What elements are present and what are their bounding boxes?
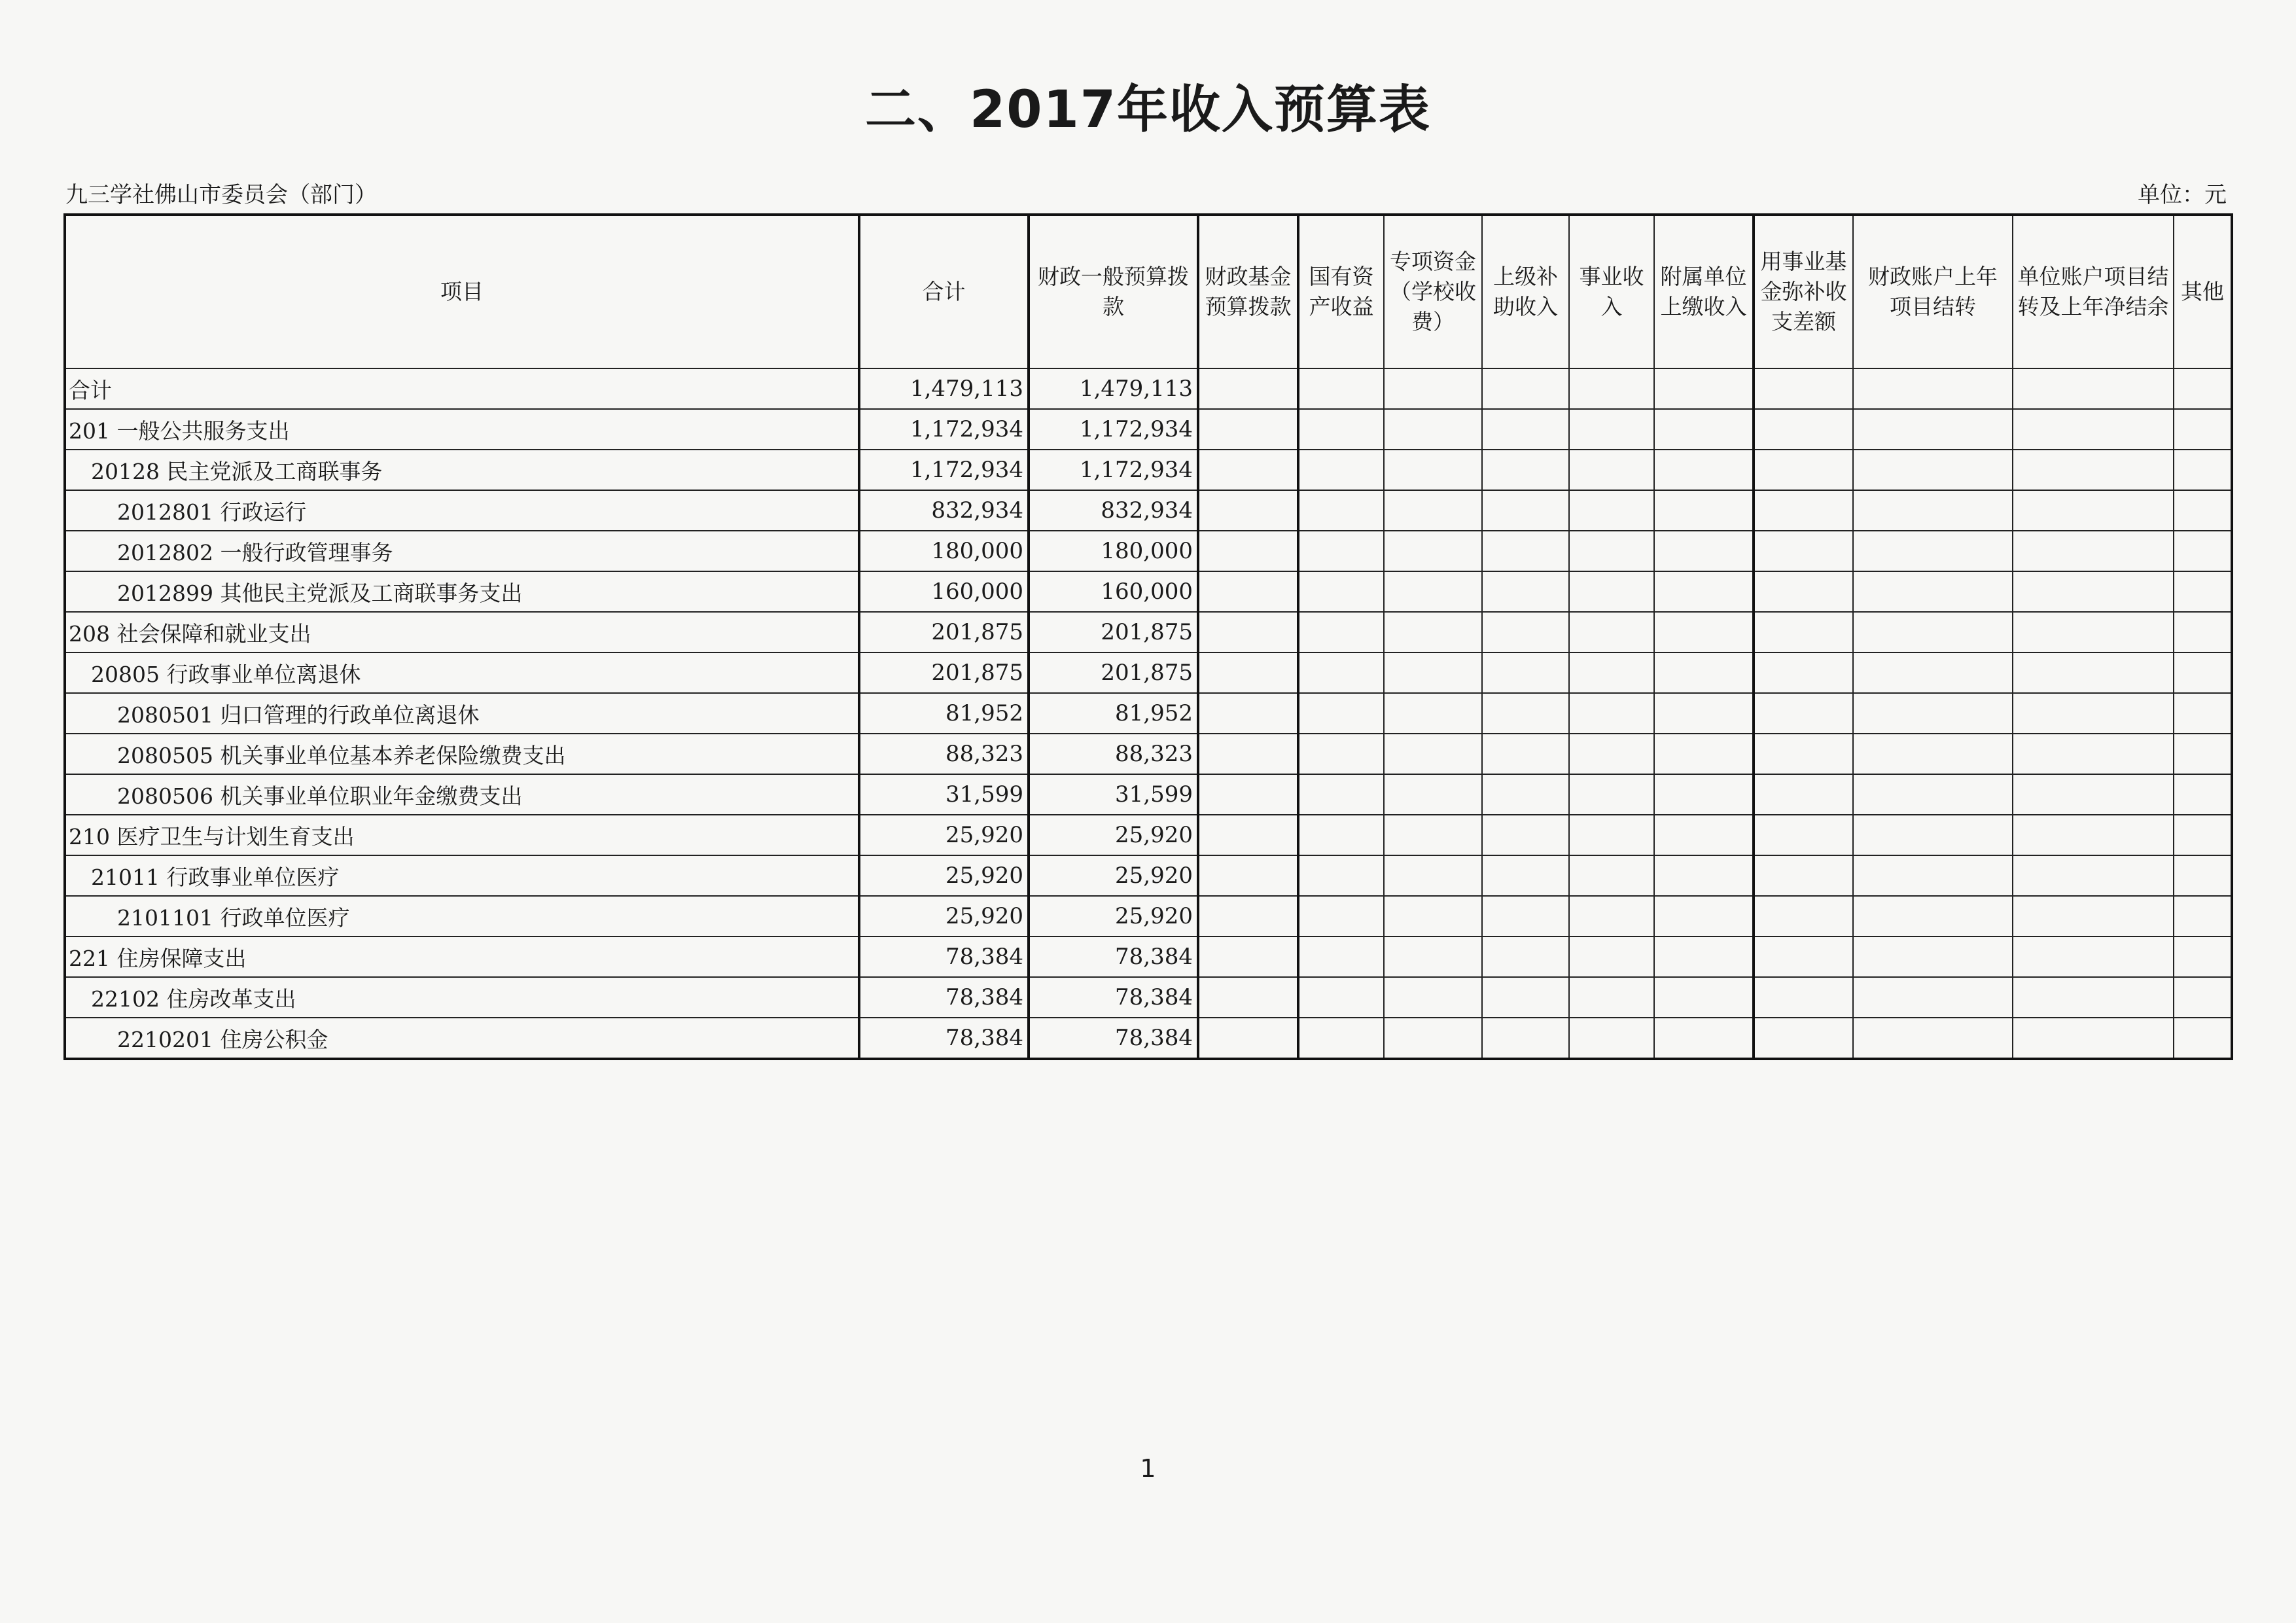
unit-carryover-cell	[2013, 936, 2174, 977]
fiscal-carryover-cell	[1853, 450, 2013, 490]
superior-subsidy-cell	[1482, 531, 1569, 571]
fund-budget-cell	[1198, 409, 1298, 450]
other-cell	[2174, 815, 2232, 855]
other-cell	[2174, 977, 2232, 1018]
superior-subsidy-cell	[1482, 1018, 1569, 1059]
table-body	[65, 368, 2232, 1059]
fiscal-carryover-cell	[1853, 936, 2013, 977]
total-cell: 78,384	[859, 977, 1029, 1018]
general-budget-cell: 81,952	[1029, 693, 1198, 734]
fiscal-carryover-cell	[1853, 612, 2013, 652]
table-header-row	[65, 215, 2232, 368]
header-unit-carryover: 单位账户项目结转及上年净结余	[2013, 215, 2174, 368]
affiliate-payment-cell	[1654, 612, 1754, 652]
item-cell: 2210201 住房公积金	[65, 1018, 859, 1059]
fund-offset-cell	[1754, 855, 1853, 896]
superior-subsidy-cell	[1482, 734, 1569, 774]
total-cell: 81,952	[859, 693, 1029, 734]
affiliate-payment-cell	[1654, 531, 1754, 571]
unit-label: 单位：元	[2138, 182, 2227, 208]
fund-budget-cell	[1198, 774, 1298, 815]
table-row	[65, 774, 2232, 815]
page-title: 二、2017年收入预算表	[864, 80, 1432, 139]
other-cell	[2174, 490, 2232, 531]
special-funds-cell	[1384, 977, 1482, 1018]
fiscal-carryover-cell	[1853, 977, 2013, 1018]
table-row	[65, 368, 2232, 409]
business-income-cell	[1569, 815, 1654, 855]
fund-offset-cell	[1754, 936, 1853, 977]
special-funds-cell	[1384, 571, 1482, 612]
affiliate-payment-cell	[1654, 896, 1754, 936]
business-income-cell	[1569, 734, 1654, 774]
fund-budget-cell	[1198, 571, 1298, 612]
total-cell: 180,000	[859, 531, 1029, 571]
other-cell	[2174, 896, 2232, 936]
special-funds-cell	[1384, 368, 1482, 409]
budget-table	[63, 213, 2233, 1060]
unit-carryover-cell	[2013, 652, 2174, 693]
table-row	[65, 896, 2232, 936]
business-income-cell	[1569, 1018, 1654, 1059]
fiscal-carryover-cell	[1853, 815, 2013, 855]
header-state-assets: 国有资产收益	[1298, 215, 1384, 368]
fund-budget-cell	[1198, 693, 1298, 734]
table-row	[65, 571, 2232, 612]
state-assets-cell	[1298, 612, 1384, 652]
header-superior-subsidy: 上级补助收入	[1482, 215, 1569, 368]
fund-offset-cell	[1754, 815, 1853, 855]
general-budget-cell: 78,384	[1029, 1018, 1198, 1059]
business-income-cell	[1569, 774, 1654, 815]
unit-carryover-cell	[2013, 409, 2174, 450]
affiliate-payment-cell	[1654, 409, 1754, 450]
fiscal-carryover-cell	[1853, 855, 2013, 896]
fund-offset-cell	[1754, 368, 1853, 409]
affiliate-payment-cell	[1654, 490, 1754, 531]
superior-subsidy-cell	[1482, 896, 1569, 936]
superior-subsidy-cell	[1482, 571, 1569, 612]
general-budget-cell: 201,875	[1029, 652, 1198, 693]
total-cell: 25,920	[859, 896, 1029, 936]
fund-offset-cell	[1754, 409, 1853, 450]
fund-budget-cell	[1198, 815, 1298, 855]
table-row	[65, 490, 2232, 531]
special-funds-cell	[1384, 531, 1482, 571]
special-funds-cell	[1384, 774, 1482, 815]
state-assets-cell	[1298, 571, 1384, 612]
affiliate-payment-cell	[1654, 450, 1754, 490]
special-funds-cell	[1384, 652, 1482, 693]
item-cell: 22102 住房改革支出	[65, 977, 859, 1018]
superior-subsidy-cell	[1482, 450, 1569, 490]
total-cell: 160,000	[859, 571, 1029, 612]
superior-subsidy-cell	[1482, 409, 1569, 450]
business-income-cell	[1569, 368, 1654, 409]
affiliate-payment-cell	[1654, 368, 1754, 409]
fund-offset-cell	[1754, 734, 1853, 774]
special-funds-cell	[1384, 450, 1482, 490]
table-row	[65, 815, 2232, 855]
unit-carryover-cell	[2013, 531, 2174, 571]
item-cell: 2012899 其他民主党派及工商联事务支出	[65, 571, 859, 612]
header-total: 合计	[859, 215, 1029, 368]
superior-subsidy-cell	[1482, 936, 1569, 977]
affiliate-payment-cell	[1654, 936, 1754, 977]
other-cell	[2174, 531, 2232, 571]
fund-offset-cell	[1754, 896, 1853, 936]
table-row	[65, 936, 2232, 977]
unit-carryover-cell	[2013, 490, 2174, 531]
total-cell: 1,172,934	[859, 450, 1029, 490]
fund-budget-cell	[1198, 734, 1298, 774]
general-budget-cell: 78,384	[1029, 977, 1198, 1018]
fund-budget-cell	[1198, 490, 1298, 531]
other-cell	[2174, 1018, 2232, 1059]
other-cell	[2174, 409, 2232, 450]
fiscal-carryover-cell	[1853, 571, 2013, 612]
general-budget-cell: 25,920	[1029, 855, 1198, 896]
unit-carryover-cell	[2013, 815, 2174, 855]
other-cell	[2174, 368, 2232, 409]
fiscal-carryover-cell	[1853, 652, 2013, 693]
business-income-cell	[1569, 936, 1654, 977]
state-assets-cell	[1298, 531, 1384, 571]
item-cell: 208 社会保障和就业支出	[65, 612, 859, 652]
special-funds-cell	[1384, 855, 1482, 896]
total-cell: 25,920	[859, 815, 1029, 855]
general-budget-cell: 1,172,934	[1029, 450, 1198, 490]
state-assets-cell	[1298, 652, 1384, 693]
fiscal-carryover-cell	[1853, 531, 2013, 571]
table-row	[65, 734, 2232, 774]
item-cell: 201 一般公共服务支出	[65, 409, 859, 450]
fund-offset-cell	[1754, 490, 1853, 531]
superior-subsidy-cell	[1482, 368, 1569, 409]
total-cell: 78,384	[859, 936, 1029, 977]
total-cell: 1,172,934	[859, 409, 1029, 450]
fund-offset-cell	[1754, 450, 1853, 490]
business-income-cell	[1569, 571, 1654, 612]
general-budget-cell: 180,000	[1029, 531, 1198, 571]
general-budget-cell: 31,599	[1029, 774, 1198, 815]
state-assets-cell	[1298, 409, 1384, 450]
header-affiliate-payment: 附属单位上缴收入	[1654, 215, 1754, 368]
item-cell: 210 医疗卫生与计划生育支出	[65, 815, 859, 855]
fiscal-carryover-cell	[1853, 490, 2013, 531]
fund-offset-cell	[1754, 693, 1853, 734]
special-funds-cell	[1384, 1018, 1482, 1059]
state-assets-cell	[1298, 450, 1384, 490]
other-cell	[2174, 734, 2232, 774]
item-cell: 合计	[65, 368, 859, 409]
item-cell: 20805 行政事业单位离退休	[65, 652, 859, 693]
business-income-cell	[1569, 490, 1654, 531]
fund-offset-cell	[1754, 652, 1853, 693]
table-row	[65, 409, 2232, 450]
other-cell	[2174, 652, 2232, 693]
special-funds-cell	[1384, 490, 1482, 531]
state-assets-cell	[1298, 855, 1384, 896]
fund-budget-cell	[1198, 652, 1298, 693]
special-funds-cell	[1384, 612, 1482, 652]
general-budget-cell: 832,934	[1029, 490, 1198, 531]
fiscal-carryover-cell	[1853, 896, 2013, 936]
fiscal-carryover-cell	[1853, 409, 2013, 450]
item-cell: 20128 民主党派及工商联事务	[65, 450, 859, 490]
other-cell	[2174, 450, 2232, 490]
header-fund-budget: 财政基金预算拨款	[1198, 215, 1298, 368]
general-budget-cell: 201,875	[1029, 612, 1198, 652]
affiliate-payment-cell	[1654, 977, 1754, 1018]
table-row	[65, 693, 2232, 734]
fund-budget-cell	[1198, 531, 1298, 571]
total-cell: 1,479,113	[859, 368, 1029, 409]
superior-subsidy-cell	[1482, 693, 1569, 734]
fiscal-carryover-cell	[1853, 368, 2013, 409]
other-cell	[2174, 855, 2232, 896]
state-assets-cell	[1298, 774, 1384, 815]
unit-carryover-cell	[2013, 693, 2174, 734]
fund-offset-cell	[1754, 1018, 1853, 1059]
page-number: 1	[1140, 1454, 1156, 1483]
affiliate-payment-cell	[1654, 1018, 1754, 1059]
general-budget-cell: 78,384	[1029, 936, 1198, 977]
business-income-cell	[1569, 855, 1654, 896]
other-cell	[2174, 936, 2232, 977]
superior-subsidy-cell	[1482, 612, 1569, 652]
business-income-cell	[1569, 409, 1654, 450]
fund-offset-cell	[1754, 612, 1853, 652]
unit-carryover-cell	[2013, 571, 2174, 612]
fund-budget-cell	[1198, 612, 1298, 652]
unit-carryover-cell	[2013, 774, 2174, 815]
item-cell: 2080501 归口管理的行政单位离退休	[65, 693, 859, 734]
unit-carryover-cell	[2013, 450, 2174, 490]
item-cell: 2012801 行政运行	[65, 490, 859, 531]
item-cell: 2101101 行政单位医疗	[65, 896, 859, 936]
other-cell	[2174, 693, 2232, 734]
fund-budget-cell	[1198, 450, 1298, 490]
item-cell: 221 住房保障支出	[65, 936, 859, 977]
header-special-funds: 专项资金（学校收费）	[1384, 215, 1482, 368]
header-other: 其他	[2174, 215, 2232, 368]
unit-carryover-cell	[2013, 612, 2174, 652]
state-assets-cell	[1298, 368, 1384, 409]
business-income-cell	[1569, 531, 1654, 571]
header-business-income: 事业收入	[1569, 215, 1654, 368]
item-cell: 2080506 机关事业单位职业年金缴费支出	[65, 774, 859, 815]
total-cell: 201,875	[859, 612, 1029, 652]
fiscal-carryover-cell	[1853, 693, 2013, 734]
header-item: 项目	[65, 215, 859, 368]
affiliate-payment-cell	[1654, 571, 1754, 612]
header-general-budget: 财政一般预算拨款	[1029, 215, 1198, 368]
unit-carryover-cell	[2013, 896, 2174, 936]
superior-subsidy-cell	[1482, 815, 1569, 855]
affiliate-payment-cell	[1654, 652, 1754, 693]
unit-carryover-cell	[2013, 1018, 2174, 1059]
state-assets-cell	[1298, 693, 1384, 734]
special-funds-cell	[1384, 896, 1482, 936]
fund-offset-cell	[1754, 531, 1853, 571]
general-budget-cell: 1,172,934	[1029, 409, 1198, 450]
superior-subsidy-cell	[1482, 490, 1569, 531]
affiliate-payment-cell	[1654, 774, 1754, 815]
table-row	[65, 855, 2232, 896]
total-cell: 78,384	[859, 1018, 1029, 1059]
general-budget-cell: 1,479,113	[1029, 368, 1198, 409]
fiscal-carryover-cell	[1853, 734, 2013, 774]
fund-budget-cell	[1198, 368, 1298, 409]
table-row	[65, 612, 2232, 652]
fiscal-carryover-cell	[1853, 1018, 2013, 1059]
total-cell: 25,920	[859, 855, 1029, 896]
unit-carryover-cell	[2013, 368, 2174, 409]
special-funds-cell	[1384, 693, 1482, 734]
superior-subsidy-cell	[1482, 652, 1569, 693]
superior-subsidy-cell	[1482, 855, 1569, 896]
business-income-cell	[1569, 652, 1654, 693]
affiliate-payment-cell	[1654, 734, 1754, 774]
state-assets-cell	[1298, 1018, 1384, 1059]
fund-budget-cell	[1198, 977, 1298, 1018]
item-cell: 2080505 机关事业单位基本养老保险缴费支出	[65, 734, 859, 774]
business-income-cell	[1569, 693, 1654, 734]
fund-budget-cell	[1198, 896, 1298, 936]
fund-offset-cell	[1754, 977, 1853, 1018]
superior-subsidy-cell	[1482, 977, 1569, 1018]
affiliate-payment-cell	[1654, 693, 1754, 734]
table-row	[65, 1018, 2232, 1059]
other-cell	[2174, 774, 2232, 815]
state-assets-cell	[1298, 815, 1384, 855]
fund-offset-cell	[1754, 571, 1853, 612]
business-income-cell	[1569, 450, 1654, 490]
fund-budget-cell	[1198, 936, 1298, 977]
other-cell	[2174, 571, 2232, 612]
header-fund-offset: 用事业基金弥补收支差额	[1754, 215, 1853, 368]
total-cell: 201,875	[859, 652, 1029, 693]
special-funds-cell	[1384, 409, 1482, 450]
state-assets-cell	[1298, 734, 1384, 774]
fund-offset-cell	[1754, 774, 1853, 815]
other-cell	[2174, 612, 2232, 652]
superior-subsidy-cell	[1482, 774, 1569, 815]
total-cell: 31,599	[859, 774, 1029, 815]
unit-carryover-cell	[2013, 855, 2174, 896]
business-income-cell	[1569, 612, 1654, 652]
table-row	[65, 531, 2232, 571]
special-funds-cell	[1384, 936, 1482, 977]
unit-carryover-cell	[2013, 977, 2174, 1018]
affiliate-payment-cell	[1654, 855, 1754, 896]
item-cell: 2012802 一般行政管理事务	[65, 531, 859, 571]
special-funds-cell	[1384, 734, 1482, 774]
fund-budget-cell	[1198, 1018, 1298, 1059]
table-row	[65, 977, 2232, 1018]
business-income-cell	[1569, 977, 1654, 1018]
state-assets-cell	[1298, 490, 1384, 531]
department-label: 九三学社佛山市委员会（部门）	[65, 182, 377, 208]
state-assets-cell	[1298, 977, 1384, 1018]
table-row	[65, 450, 2232, 490]
item-cell: 21011 行政事业单位医疗	[65, 855, 859, 896]
unit-carryover-cell	[2013, 734, 2174, 774]
table-row	[65, 652, 2232, 693]
state-assets-cell	[1298, 936, 1384, 977]
total-cell: 88,323	[859, 734, 1029, 774]
header-fiscal-carryover: 财政账户上年项目结转	[1853, 215, 2013, 368]
affiliate-payment-cell	[1654, 815, 1754, 855]
special-funds-cell	[1384, 815, 1482, 855]
general-budget-cell: 88,323	[1029, 734, 1198, 774]
state-assets-cell	[1298, 896, 1384, 936]
general-budget-cell: 25,920	[1029, 896, 1198, 936]
business-income-cell	[1569, 896, 1654, 936]
fiscal-carryover-cell	[1853, 774, 2013, 815]
general-budget-cell: 25,920	[1029, 815, 1198, 855]
total-cell: 832,934	[859, 490, 1029, 531]
fund-budget-cell	[1198, 855, 1298, 896]
general-budget-cell: 160,000	[1029, 571, 1198, 612]
